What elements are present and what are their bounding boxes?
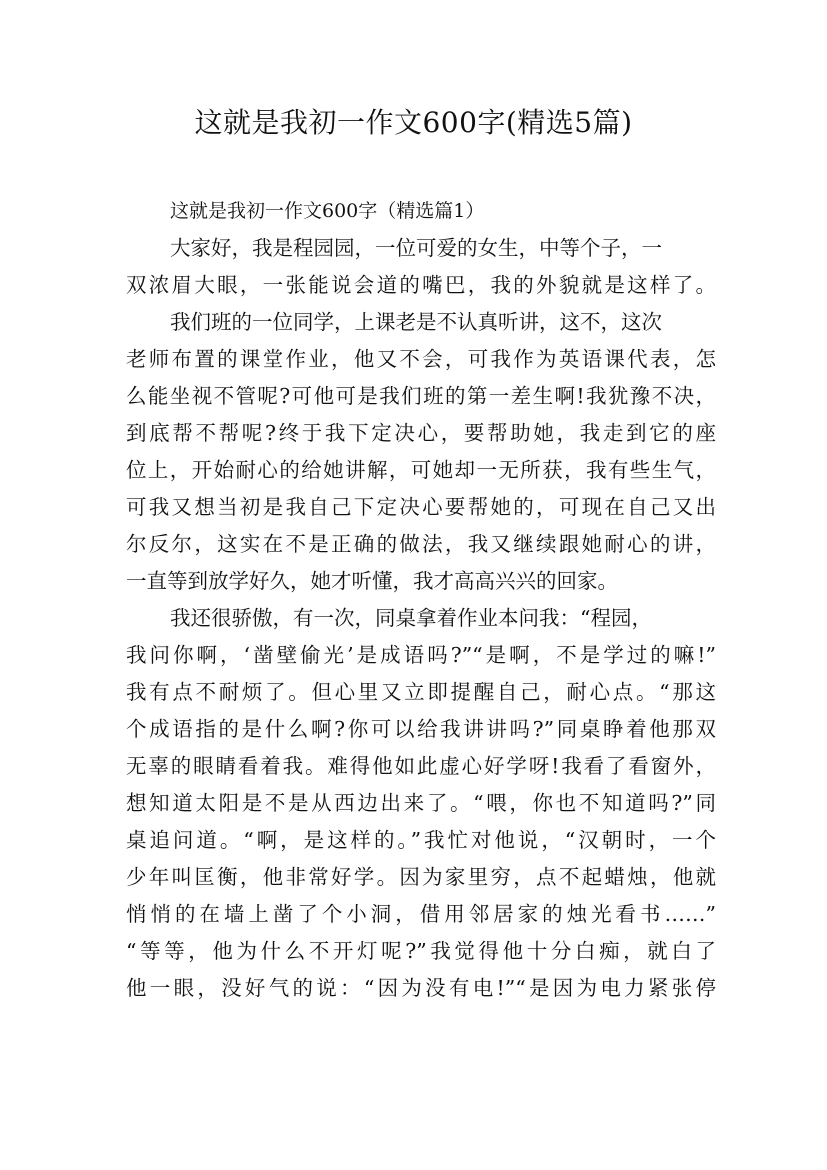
paragraph-line: 我问你啊，‘凿壁偷光’是成语吗?”“是啊，不是学过的嘛!”	[126, 643, 716, 667]
paragraph-line: 一直等到放学好久，她才听懂，我才高高兴兴的回家。	[126, 569, 618, 593]
paragraph-line: 我还很骄傲，有一次，同桌拿着作业本问我：“程园，	[170, 606, 652, 630]
paragraph-line: 悄悄的在墙上凿了个小洞，借用邻居家的烛光看书……”	[126, 902, 716, 926]
paragraph-line: 尔反尔，这实在不是正确的做法，我又继续跟她耐心的讲，	[126, 532, 716, 556]
paragraph-line: 个成语指的是什么啊?你可以给我讲讲吗?”同桌睁着他那双	[126, 717, 716, 741]
document-title: 这就是我初一作文600字(精选5篇)	[194, 106, 633, 139]
paragraph-line: 么能坐视不管呢?可他可是我们班的第一差生啊!我犹豫不决，	[126, 384, 716, 408]
paragraph-line: 可我又想当初是我自己下定决心要帮她的，可现在自己又出	[126, 495, 716, 519]
paragraph-line: 大家好，我是程园园，一位可爱的女生，中等个子，一	[170, 236, 662, 260]
paragraph-line: 少年叫匡衡，他非常好学。因为家里穷，点不起蜡烛，他就	[126, 865, 716, 889]
paragraph-line: 我有点不耐烦了。但心里又立即提醒自己，耐心点。“那这	[126, 680, 716, 704]
paragraph-line: 位上，开始耐心的给她讲解，可她却一无所获，我有些生气，	[126, 458, 716, 482]
paragraph-line: 到底帮不帮呢?终于我下定决心，要帮助她，我走到它的座	[126, 421, 716, 445]
paragraph-line: 双浓眉大眼，一张能说会道的嘴巴，我的外貌就是这样了。	[126, 273, 716, 297]
paragraph-line: 无辜的眼睛看着我。难得他如此虚心好学呀!我看了看窗外，	[126, 754, 716, 778]
paragraph-line: “等等，他为什么不开灯呢?”我觉得他十分白痴，就白了	[126, 939, 716, 963]
paragraph-line: 他一眼，没好气的说：“因为没有电!”“是因为电力紧张停	[126, 976, 716, 1000]
section-heading: 这就是我初一作文600字（精选篇1）	[170, 200, 485, 222]
paragraph-line: 桌追问道。“啊，是这样的。”我忙对他说，“汉朝时，一个	[126, 828, 716, 852]
paragraph-line: 我们班的一位同学，上课老是不认真听讲，这不，这次	[170, 310, 662, 334]
document-body	[126, 193, 716, 1007]
paragraph-line: 想知道太阳是不是从西边出来了。“喂，你也不知道吗?”同	[126, 791, 716, 815]
paragraph-line: 老师布置的课堂作业，他又不会，可我作为英语课代表，怎	[126, 347, 716, 371]
